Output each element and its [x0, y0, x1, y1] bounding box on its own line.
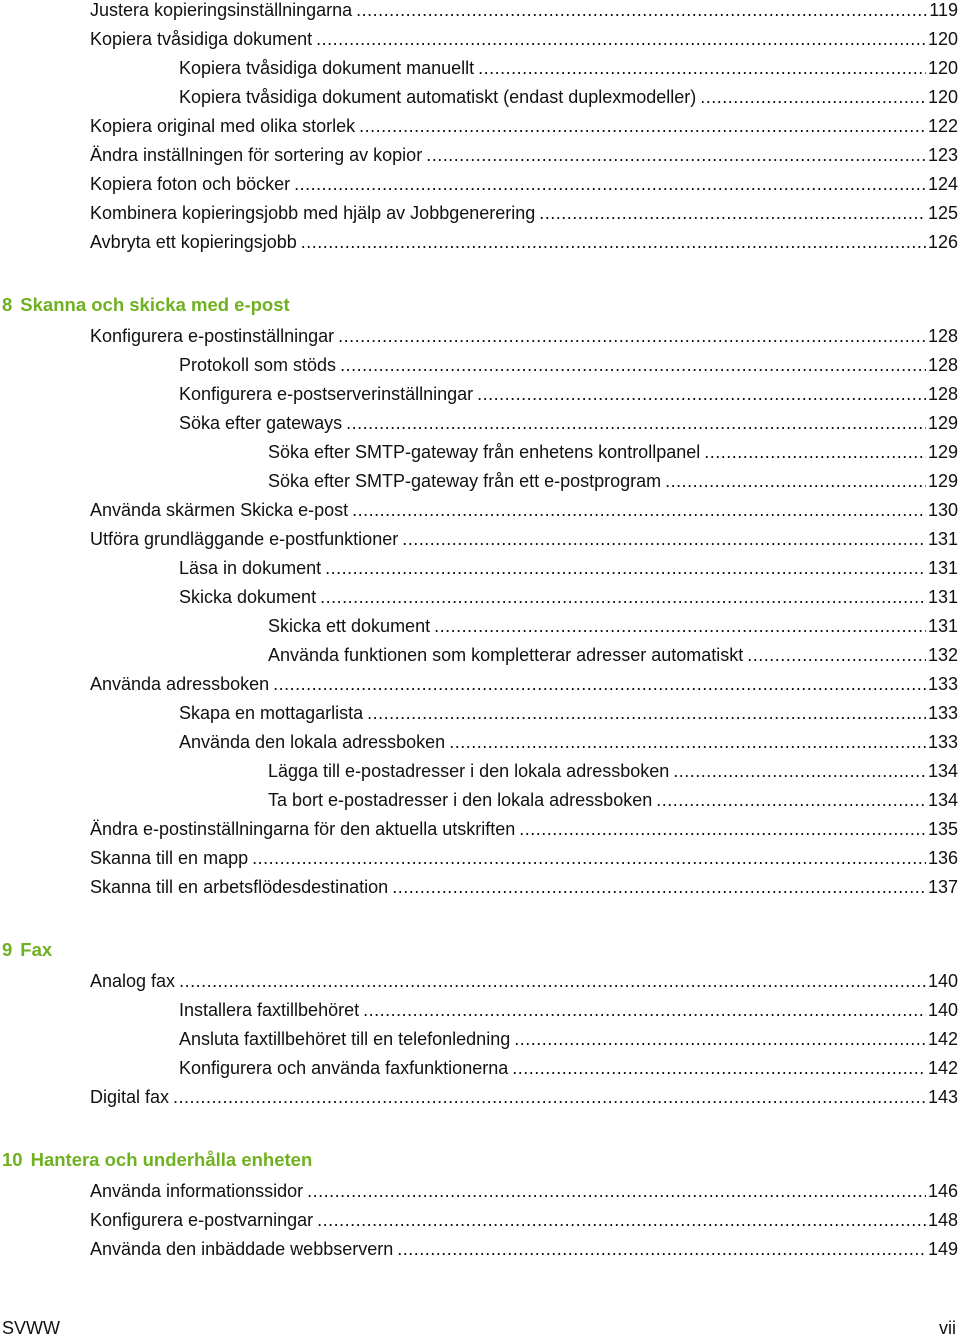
- page-footer: [0, 1316, 960, 1340]
- dot-leader: [252, 844, 926, 872]
- toc-entry-page: 140: [927, 971, 958, 991]
- dot-leader: [402, 525, 926, 553]
- toc-entry-title: Använda adressboken: [90, 674, 270, 694]
- toc-entry-title: Använda funktionen som kompletterar adresser automatiskt: [268, 645, 744, 665]
- toc-entry-page: 125: [927, 203, 958, 223]
- toc-entry-page: 126: [927, 232, 958, 252]
- chapter-number: 10: [2, 1149, 23, 1170]
- toc-entry-page: 136: [927, 848, 958, 868]
- toc-entry[interactable]: [90, 170, 960, 198]
- toc-entry-title: Konfigurera e-postvarningar: [90, 1210, 314, 1230]
- dot-leader: [320, 583, 926, 611]
- toc-entry-title: Kopiera tvåsidiga dokument manuellt: [179, 58, 475, 78]
- toc-entry-page: 131: [927, 587, 958, 607]
- dot-leader: [352, 496, 926, 524]
- dot-leader: [519, 815, 926, 843]
- dot-leader: [478, 54, 926, 82]
- toc-entry[interactable]: [90, 844, 960, 872]
- dot-leader: [426, 141, 926, 169]
- toc-entry-title: Analog fax: [90, 971, 176, 991]
- toc-entry-title: Kopiera tvåsidiga dokument automatiskt (endast duplexmodeller): [179, 87, 697, 107]
- toc-entry-title: Konfigurera e-postserverinställningar: [179, 384, 474, 404]
- toc-entry[interactable]: [90, 967, 960, 995]
- toc-entry[interactable]: [90, 228, 960, 256]
- dot-leader: [514, 1025, 926, 1053]
- dot-leader: [338, 322, 926, 350]
- toc-entry[interactable]: [268, 612, 960, 640]
- toc-entry-page: 123: [927, 145, 958, 165]
- toc-entry-title: Justera kopieringsinställningarna: [90, 0, 353, 20]
- toc-entry-title: Skanna till en arbetsflödesdestination: [90, 877, 389, 897]
- toc-entry-page: 131: [927, 529, 958, 549]
- toc-entry-title: Använda den lokala adressboken: [179, 732, 446, 752]
- dot-leader: [539, 199, 926, 227]
- toc-entry-title: Kopiera original med olika storlek: [90, 116, 356, 136]
- toc-entry-title: Använda den inbäddade webbservern: [90, 1239, 394, 1259]
- toc-entry[interactable]: [179, 409, 960, 437]
- dot-leader: [392, 873, 926, 901]
- toc-entry[interactable]: [268, 786, 960, 814]
- dot-leader: [173, 1083, 926, 1111]
- dot-leader: [397, 1235, 926, 1263]
- toc-entry-page: 142: [927, 1058, 958, 1078]
- toc-entry[interactable]: [90, 112, 960, 140]
- toc-entry-page: 134: [927, 790, 958, 810]
- dot-leader: [316, 25, 926, 53]
- toc-entry[interactable]: [90, 815, 960, 843]
- toc-entry-title: Använda skärmen Skicka e-post: [90, 500, 349, 520]
- toc-entry-title: Skapa en mottagarlista: [179, 703, 364, 723]
- chapter-title: Hantera och underhålla enheten: [30, 1149, 313, 1170]
- dot-leader: [359, 112, 926, 140]
- toc-entry-title: Söka efter SMTP-gateway från ett e-postprogram: [268, 471, 662, 491]
- toc-entry-page: 133: [927, 674, 958, 694]
- toc-entry-page: 120: [927, 29, 958, 49]
- toc-entry[interactable]: [268, 438, 960, 466]
- chapter-number: 9: [2, 939, 13, 960]
- toc-entry[interactable]: [90, 1235, 960, 1263]
- toc-entry[interactable]: [90, 0, 960, 24]
- toc-entry[interactable]: [268, 757, 960, 785]
- chapter-heading[interactable]: [2, 936, 52, 964]
- dot-leader: [273, 670, 926, 698]
- toc-entry[interactable]: [90, 1177, 960, 1205]
- toc-entry-page: 128: [927, 384, 958, 404]
- dot-leader: [673, 757, 926, 785]
- toc-entry[interactable]: [90, 1083, 960, 1111]
- toc-entry-title: Konfigurera och använda faxfunktionerna: [179, 1058, 509, 1078]
- dot-leader: [317, 1206, 926, 1234]
- toc-entry-title: Läsa in dokument: [179, 558, 322, 578]
- dot-leader: [367, 699, 926, 727]
- toc-entry-page: 149: [927, 1239, 958, 1259]
- toc-entry-page: 119: [929, 0, 958, 20]
- toc-entry-title: Utföra grundläggande e-postfunktioner: [90, 529, 399, 549]
- toc-entry-page: 122: [927, 116, 958, 136]
- footer-page-number: vii: [939, 1318, 956, 1338]
- toc-entry-page: 133: [927, 703, 958, 723]
- toc-entry-page: 135: [927, 819, 958, 839]
- toc-entry-page: 134: [927, 761, 958, 781]
- toc-entry-page: 143: [927, 1087, 958, 1107]
- toc-entry[interactable]: [179, 351, 960, 379]
- chapter-heading[interactable]: [2, 1146, 312, 1174]
- toc-entry-page: 129: [927, 442, 958, 462]
- toc-entry[interactable]: [90, 25, 960, 53]
- toc-entry-title: Protokoll som stöds: [179, 355, 337, 375]
- toc-entry[interactable]: [90, 1206, 960, 1234]
- dot-leader: [294, 170, 926, 198]
- toc-entry[interactable]: [268, 641, 960, 669]
- toc-entry-page: 142: [927, 1029, 958, 1049]
- dot-leader: [700, 83, 926, 111]
- toc-entry-title: Kopiera foton och böcker: [90, 174, 291, 194]
- chapter-heading[interactable]: [2, 291, 290, 319]
- toc-entry-title: Söka efter SMTP-gateway från enhetens kontrollpanel: [268, 442, 701, 462]
- dot-leader: [665, 467, 926, 495]
- toc-entry-title: Ta bort e-postadresser i den lokala adressboken: [268, 790, 653, 810]
- toc-entry-title: Skicka dokument: [179, 587, 317, 607]
- toc-entry-page: 130: [927, 500, 958, 520]
- toc-entry-title: Skicka ett dokument: [268, 616, 431, 636]
- toc-entry-page: 131: [927, 558, 958, 578]
- chapter-title: Fax: [20, 939, 53, 960]
- dot-leader: [325, 554, 926, 582]
- toc-entry-title: Kopiera tvåsidiga dokument: [90, 29, 313, 49]
- toc-entry-title: Avbryta ett kopieringsjobb: [90, 232, 297, 252]
- toc-entry[interactable]: [90, 199, 960, 227]
- toc-entry-title: Konfigurera e-postinställningar: [90, 326, 335, 346]
- toc-entry[interactable]: [179, 1025, 960, 1053]
- toc-entry-page: 128: [927, 326, 958, 346]
- toc-entry-title: Installera faxtillbehöret: [179, 1000, 360, 1020]
- dot-leader: [356, 0, 927, 24]
- footer-left-text: SVWW: [2, 1318, 60, 1338]
- dot-leader: [449, 728, 926, 756]
- toc-entry[interactable]: [90, 141, 960, 169]
- toc-entry[interactable]: [179, 728, 960, 756]
- toc-entry-title: Kombinera kopieringsjobb med hjälp av Jobbgenerering: [90, 203, 536, 223]
- toc-entry-page: 129: [927, 413, 958, 433]
- toc-entry-page: 133: [927, 732, 958, 752]
- toc-entry[interactable]: [179, 1054, 960, 1082]
- toc-entry[interactable]: [90, 670, 960, 698]
- toc-entry[interactable]: [179, 83, 960, 111]
- toc-entry[interactable]: [179, 996, 960, 1024]
- dot-leader: [512, 1054, 926, 1082]
- toc-entry-title: Söka efter gateways: [179, 413, 343, 433]
- toc-entry-page: 120: [927, 58, 958, 78]
- toc-entry[interactable]: [90, 525, 960, 553]
- toc-entry[interactable]: [179, 380, 960, 408]
- toc-entry-page: 129: [927, 471, 958, 491]
- toc-entry[interactable]: [90, 322, 960, 350]
- toc-entry-title: Ändra inställningen för sortering av kopior: [90, 145, 423, 165]
- toc-entry[interactable]: [179, 699, 960, 727]
- toc-entry[interactable]: [179, 583, 960, 611]
- toc-entry[interactable]: [179, 554, 960, 582]
- toc-entry[interactable]: [90, 873, 960, 901]
- toc-entry-title: Skanna till en mapp: [90, 848, 249, 868]
- dot-leader: [301, 228, 926, 256]
- chapter-title: Skanna och skicka med e-post: [20, 294, 290, 315]
- dot-leader: [346, 409, 926, 437]
- toc-entry-title: Lägga till e-postadresser i den lokala adressboken: [268, 761, 670, 781]
- dot-leader: [656, 786, 926, 814]
- toc-entry-page: 128: [927, 355, 958, 375]
- dot-leader: [179, 967, 926, 995]
- toc-entry-page: 120: [927, 87, 958, 107]
- toc-entry-page: 137: [927, 877, 958, 897]
- toc-entry[interactable]: [90, 496, 960, 524]
- toc-entry-page: 124: [927, 174, 958, 194]
- dot-leader: [477, 380, 926, 408]
- toc-entry-title: Digital fax: [90, 1087, 170, 1107]
- dot-leader: [340, 351, 926, 379]
- dot-leader: [307, 1177, 926, 1205]
- toc-entry-title: Ändra e-postinställningarna för den aktuella utskriften: [90, 819, 516, 839]
- toc-entry-page: 140: [927, 1000, 958, 1020]
- toc-entry[interactable]: [179, 54, 960, 82]
- dot-leader: [434, 612, 926, 640]
- dot-leader: [747, 641, 926, 669]
- toc-entry-page: 146: [927, 1181, 958, 1201]
- toc-entry-page: 131: [927, 616, 958, 636]
- dot-leader: [363, 996, 926, 1024]
- chapter-number: 8: [2, 294, 13, 315]
- toc-entry-title: Använda informationssidor: [90, 1181, 304, 1201]
- toc-entry-page: 148: [927, 1210, 958, 1230]
- toc-entry[interactable]: [268, 467, 960, 495]
- toc-entry-title: Ansluta faxtillbehöret till en telefonledning: [179, 1029, 511, 1049]
- toc-entry-page: 132: [927, 645, 958, 665]
- dot-leader: [704, 438, 926, 466]
